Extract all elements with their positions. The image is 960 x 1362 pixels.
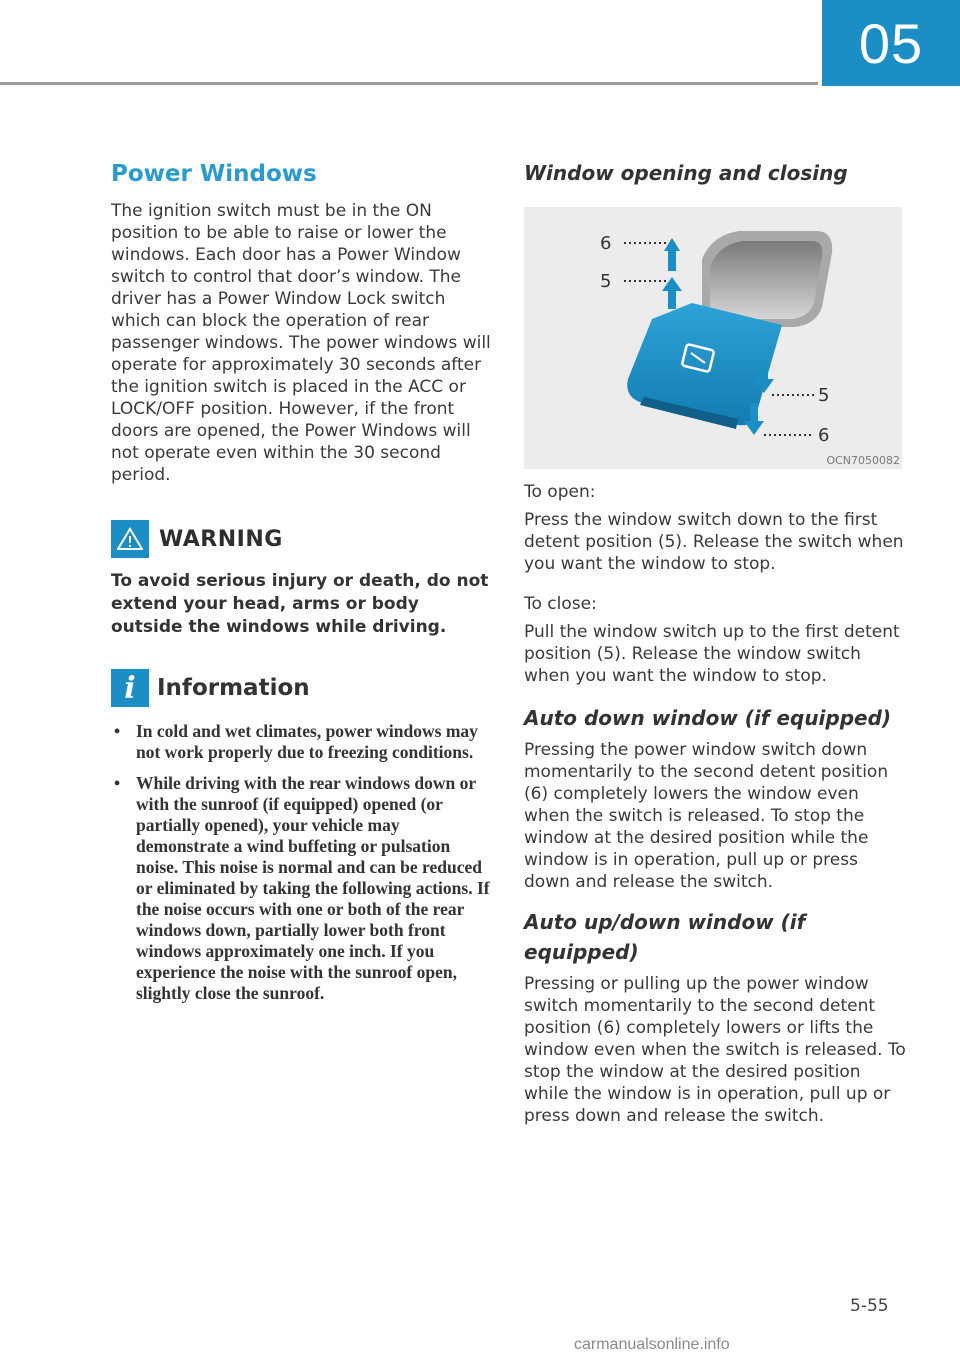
figure-code: OCN7050082 bbox=[826, 454, 900, 467]
to-close-label: To close: bbox=[524, 594, 597, 614]
watermark: carmanualsonline.info bbox=[574, 1336, 730, 1353]
label-up-first-detent: 5 bbox=[600, 271, 612, 292]
information-header bbox=[111, 669, 491, 707]
auto-down-text: Pressing the power window switch down momentarily to the second detent position (6) completely lowers the window even when the switch is released. To stop the window at the desired position while the window is in operation, pull up or press down and release the switch. bbox=[524, 740, 889, 892]
to-close-text: Pull the window switch up to the first detent position (5). Release the window switch when you want the window to stop. bbox=[524, 622, 900, 686]
warning-triangle-icon bbox=[111, 520, 149, 558]
right-column bbox=[524, 158, 906, 1127]
section-title-power-windows: Power Windows bbox=[111, 161, 317, 187]
label-up-second-detent: 6 bbox=[600, 233, 612, 254]
left-column bbox=[111, 158, 491, 1014]
chapter-number: 05 bbox=[858, 11, 924, 75]
to-open-text: Press the window switch down to the first detent position (5). Release the switch when you want the window to stop. bbox=[524, 510, 904, 574]
information-item: • While driving with the rear windows down or with the sunroof (if equipped) opened (or partially opened), your vehicle may demonstrate a wind buffeting or pulsation noise. This noise is normal and can be reduced or eliminated by taking the following actions. If the noise occurs with one or both of the rear windows down, partially lower both front windows approximately one inch. If you experience the noise with the sunroof open, slightly close the sunroof. bbox=[114, 773, 490, 1003]
bullet-icon: • bbox=[114, 721, 121, 741]
info-icon: i bbox=[111, 669, 149, 707]
label-down-second-detent: 6 bbox=[818, 425, 830, 446]
window-switch-illustration bbox=[524, 207, 902, 469]
auto-down-title: Auto down window (if equipped) bbox=[524, 706, 892, 730]
information-title: Information bbox=[157, 675, 310, 701]
window-opening-closing-title: Window opening and closing bbox=[524, 161, 848, 185]
bullet-icon: • bbox=[114, 773, 121, 793]
warning-header bbox=[111, 520, 491, 558]
warning-title: WARNING bbox=[159, 526, 283, 552]
chapter-tab bbox=[822, 0, 960, 86]
header-rule bbox=[0, 82, 818, 85]
warning-text: To avoid serious injury or death, do not extend your head, arms or body outside the windows while driving. bbox=[111, 571, 489, 637]
information-list bbox=[111, 721, 491, 1004]
label-down-first-detent: 5 bbox=[818, 385, 830, 406]
auto-up-down-title: Auto up/down window (if equipped) bbox=[524, 910, 806, 964]
to-open-label: To open: bbox=[524, 482, 596, 502]
page-number: 5-55 bbox=[850, 1296, 889, 1316]
window-switch-figure bbox=[524, 207, 902, 469]
auto-up-down-text: Pressing or pulling up the power window switch momentarily to the second detent position (6) completely lowers or lifts the window even when the switch is released. To stop the window at the desired position while the window is in operation, pull up or press down and release the switch. bbox=[524, 974, 906, 1126]
power-windows-intro: The ignition switch must be in the ON position to be able to raise or lower the windows. Each door has a Power Window switch to control that door’s window. The driver has a Power Window Lock switch which can block the operation of rear passenger windows. The power windows will operate for approximately 30 seconds after the ignition switch is placed in the ACC or LOCK/OFF position. However, if the front doors are opened, the Power Windows will not operate even within the 30 second period. bbox=[111, 201, 491, 485]
information-item: • In cold and wet climates, power windows may not work properly due to freezing conditions. bbox=[114, 721, 478, 762]
